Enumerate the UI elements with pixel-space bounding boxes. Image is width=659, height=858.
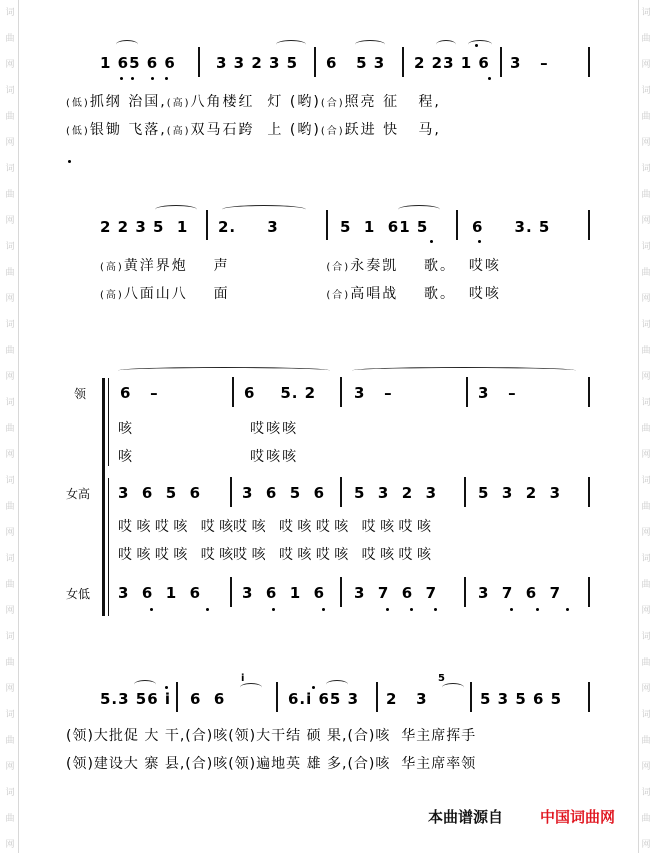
slur xyxy=(468,40,492,49)
watermark-glyph: 曲 xyxy=(5,112,15,122)
lead-bracket xyxy=(108,378,109,466)
watermark-glyph: 曲 xyxy=(641,502,651,512)
watermark-glyph: 词 xyxy=(5,86,15,96)
barline xyxy=(198,47,200,77)
watermark-glyph: 曲 xyxy=(641,424,651,434)
watermark-glyph: 网 xyxy=(641,840,651,850)
watermark-glyph: 词 xyxy=(641,476,651,486)
barline xyxy=(588,577,590,607)
measure: 2. 3 xyxy=(218,218,279,236)
slur xyxy=(134,680,156,689)
watermark-glyph: 曲 xyxy=(641,346,651,356)
measure: 6 6 xyxy=(190,690,226,708)
watermark-glyph: 网 xyxy=(641,216,651,226)
watermark-glyph: 网 xyxy=(641,606,651,616)
barline xyxy=(466,377,468,407)
slur xyxy=(240,683,262,692)
watermark-glyph: 网 xyxy=(641,372,651,382)
watermark-glyph: 网 xyxy=(641,294,651,304)
watermark-right xyxy=(639,0,653,858)
measure: 3 3 2 3 5 xyxy=(216,54,299,72)
watermark-glyph: 词 xyxy=(5,554,15,564)
barline xyxy=(340,477,342,507)
octave-dot xyxy=(312,686,315,689)
watermark-glyph: 词 xyxy=(641,398,651,408)
octave-dot xyxy=(430,240,433,243)
octave-dot xyxy=(206,608,209,611)
system-brace xyxy=(102,378,105,616)
watermark-glyph: 词 xyxy=(5,320,15,330)
octave-dot xyxy=(434,608,437,611)
barline xyxy=(588,210,590,240)
watermark-glyph: 曲 xyxy=(5,268,15,278)
watermark-glyph: 网 xyxy=(641,762,651,772)
watermark-glyph: 词 xyxy=(5,242,15,252)
barline xyxy=(340,577,342,607)
watermark-glyph: 曲 xyxy=(5,736,15,746)
barline xyxy=(588,682,590,712)
barline xyxy=(230,577,232,607)
watermark-glyph: 网 xyxy=(5,450,15,460)
watermark-glyph: 曲 xyxy=(5,658,15,668)
watermark-glyph: 曲 xyxy=(5,346,15,356)
measure: 6 5 3 xyxy=(326,54,386,72)
octave-dot xyxy=(165,77,168,80)
measure: 5.3 56 i xyxy=(100,690,172,708)
watermark-glyph: 网 xyxy=(641,684,651,694)
watermark-glyph: 词 xyxy=(5,476,15,486)
measure: 3 7 6 7 xyxy=(354,584,438,602)
part-label-lead: 领 xyxy=(74,387,87,401)
measure: 3 6 1 6 xyxy=(242,584,326,602)
watermark-glyph: 词 xyxy=(5,632,15,642)
octave-dot xyxy=(150,608,153,611)
lead-lyric-1: 咳 哎咳咳 xyxy=(118,421,299,437)
measure: 1 65 6 6 xyxy=(100,54,176,72)
octave-dot xyxy=(120,77,123,80)
slur xyxy=(155,205,197,214)
measure: 2 23 1 6 xyxy=(414,54,490,72)
watermark-glyph: 词 xyxy=(5,398,15,408)
octave-dot xyxy=(510,608,513,611)
slur xyxy=(276,40,306,49)
watermark-glyph: 词 xyxy=(641,164,651,174)
octave-dot xyxy=(488,77,491,80)
watermark-glyph: 网 xyxy=(5,138,15,148)
watermark-glyph: 曲 xyxy=(5,502,15,512)
watermark-glyph: 网 xyxy=(5,684,15,694)
barline xyxy=(470,682,472,712)
measure: 6 – xyxy=(120,384,159,402)
barline xyxy=(588,47,590,77)
measure: 3 6 1 6 xyxy=(118,584,202,602)
measure: 2 2 3 5 1 xyxy=(100,218,189,236)
measure: 5 1 61 5 xyxy=(340,218,429,236)
watermark-glyph: 网 xyxy=(5,762,15,772)
watermark-glyph: 曲 xyxy=(641,736,651,746)
soprano-lyric-1: 哎 咳 哎 咳 哎 咳哎 咳 哎 咳 哎 咳 哎 咳 哎 咳 xyxy=(118,519,432,535)
watermark-glyph: 词 xyxy=(641,554,651,564)
watermark-glyph: 网 xyxy=(5,606,15,616)
watermark-glyph: 网 xyxy=(5,294,15,304)
lyric-line-1: (低)抓纲 治国,(高)八角楼红 灯 (哟)(合)照亮 征 程, xyxy=(66,94,441,110)
watermark-left xyxy=(3,0,17,858)
octave-dot xyxy=(386,608,389,611)
soprano-lyric-2: 哎 咳 哎 咳 哎 咳哎 咳 哎 咳 哎 咳 哎 咳 哎 咳 xyxy=(118,547,432,563)
measure: 5 3 2 3 xyxy=(478,484,562,502)
barline xyxy=(276,682,278,712)
watermark-glyph: 词 xyxy=(641,320,651,330)
measure: 3 – xyxy=(478,384,517,402)
footer-site-link[interactable]: 中国词曲网 xyxy=(540,808,616,826)
watermark-glyph: 曲 xyxy=(641,814,651,824)
watermark-glyph: 词 xyxy=(5,8,15,18)
watermark-glyph: 曲 xyxy=(641,34,651,44)
octave-dot xyxy=(272,608,275,611)
watermark-glyph: 网 xyxy=(5,528,15,538)
watermark-glyph: 曲 xyxy=(5,424,15,434)
watermark-glyph: 词 xyxy=(641,242,651,252)
watermark-glyph: 曲 xyxy=(641,190,651,200)
barline xyxy=(176,682,178,712)
watermark-glyph: 词 xyxy=(641,710,651,720)
barline xyxy=(206,210,208,240)
watermark-glyph: 曲 xyxy=(641,580,651,590)
watermark-glyph: 网 xyxy=(641,138,651,148)
barline xyxy=(314,47,316,77)
slur xyxy=(222,205,306,214)
watermark-glyph: 网 xyxy=(5,60,15,70)
octave-dot xyxy=(410,608,413,611)
lyric-line-2: (低)银锄 飞落,(高)双马石跨 上 (哟)(合)跃进 快 马, xyxy=(66,122,441,138)
watermark-glyph: 词 xyxy=(641,8,651,18)
decorative-dot xyxy=(68,160,71,163)
measure: 5 3 5 6 5 xyxy=(480,690,563,708)
measure: 3 – xyxy=(354,384,393,402)
measure: 6 3. 5 xyxy=(472,218,551,236)
slur xyxy=(355,40,385,49)
watermark-glyph: 词 xyxy=(5,788,15,798)
barline xyxy=(588,477,590,507)
part-label-alto: 女低 xyxy=(66,587,91,601)
female-bracket xyxy=(108,478,109,616)
grace-note: 5 xyxy=(438,673,445,684)
watermark-glyph: 词 xyxy=(641,86,651,96)
barline xyxy=(588,377,590,407)
watermark-glyph: 网 xyxy=(641,60,651,70)
barline xyxy=(402,47,404,77)
octave-dot xyxy=(322,608,325,611)
watermark-glyph: 网 xyxy=(5,372,15,382)
octave-dot xyxy=(151,77,154,80)
slur xyxy=(326,680,348,689)
barline xyxy=(500,47,502,77)
measure: 6.i 65 3 xyxy=(288,690,360,708)
barline xyxy=(376,682,378,712)
watermark-glyph: 词 xyxy=(641,632,651,642)
lead-lyric-2: 咳 哎咳咳 xyxy=(118,449,299,465)
measure: 6 5. 2 xyxy=(244,384,317,402)
octave-dot xyxy=(165,686,168,689)
watermark-glyph: 网 xyxy=(641,450,651,460)
watermark-glyph: 曲 xyxy=(641,658,651,668)
measure: 3 6 5 6 xyxy=(118,484,202,502)
octave-dot xyxy=(536,608,539,611)
left-edge-line xyxy=(18,0,19,853)
measure: 5 3 2 3 xyxy=(354,484,438,502)
lyric-line-1: (领)大批促 大 干,(合)咳(领)大干结 硕 果,(合)咳 华主席挥手 xyxy=(66,728,477,744)
barline xyxy=(340,377,342,407)
grace-note: i xyxy=(241,673,245,684)
slur xyxy=(398,205,440,214)
watermark-glyph: 词 xyxy=(641,788,651,798)
watermark-glyph: 曲 xyxy=(5,814,15,824)
watermark-glyph: 曲 xyxy=(5,580,15,590)
watermark-glyph: 曲 xyxy=(5,190,15,200)
slur xyxy=(436,40,456,49)
measure: 3 6 5 6 xyxy=(242,484,326,502)
octave-dot xyxy=(475,44,478,47)
barline xyxy=(232,377,234,407)
watermark-glyph: 曲 xyxy=(5,34,15,44)
watermark-glyph: 曲 xyxy=(641,268,651,278)
tie xyxy=(118,367,330,374)
watermark-glyph: 网 xyxy=(641,528,651,538)
watermark-glyph: 词 xyxy=(5,164,15,174)
barline xyxy=(464,577,466,607)
octave-dot xyxy=(566,608,569,611)
lyric-line-1: (高)黄洋界炮 声 (合)永奏凯 歌。 哎咳 xyxy=(100,258,501,274)
slur xyxy=(442,683,464,692)
barline xyxy=(326,210,328,240)
measure: 3 – xyxy=(510,54,549,72)
measure: 2 3 xyxy=(386,690,428,708)
tie xyxy=(352,367,576,374)
octave-dot xyxy=(131,77,134,80)
watermark-glyph: 网 xyxy=(5,840,15,850)
part-label-soprano: 女高 xyxy=(66,487,91,501)
footer-source-label: 本曲谱源自 xyxy=(428,808,504,826)
barline xyxy=(464,477,466,507)
lyric-line-2: (高)八面山八 面 (合)高唱战 歌。 哎咳 xyxy=(100,286,501,302)
barline xyxy=(456,210,458,240)
lyric-line-2: (领)建设大 寨 县,(合)咳(领)遍地英 雄 多,(合)咳 华主席率领 xyxy=(66,756,477,772)
slur xyxy=(116,40,138,49)
watermark-glyph: 词 xyxy=(5,710,15,720)
watermark-glyph: 网 xyxy=(5,216,15,226)
measure: 3 7 6 7 xyxy=(478,584,562,602)
octave-dot xyxy=(478,240,481,243)
barline xyxy=(230,477,232,507)
watermark-glyph: 曲 xyxy=(641,112,651,122)
